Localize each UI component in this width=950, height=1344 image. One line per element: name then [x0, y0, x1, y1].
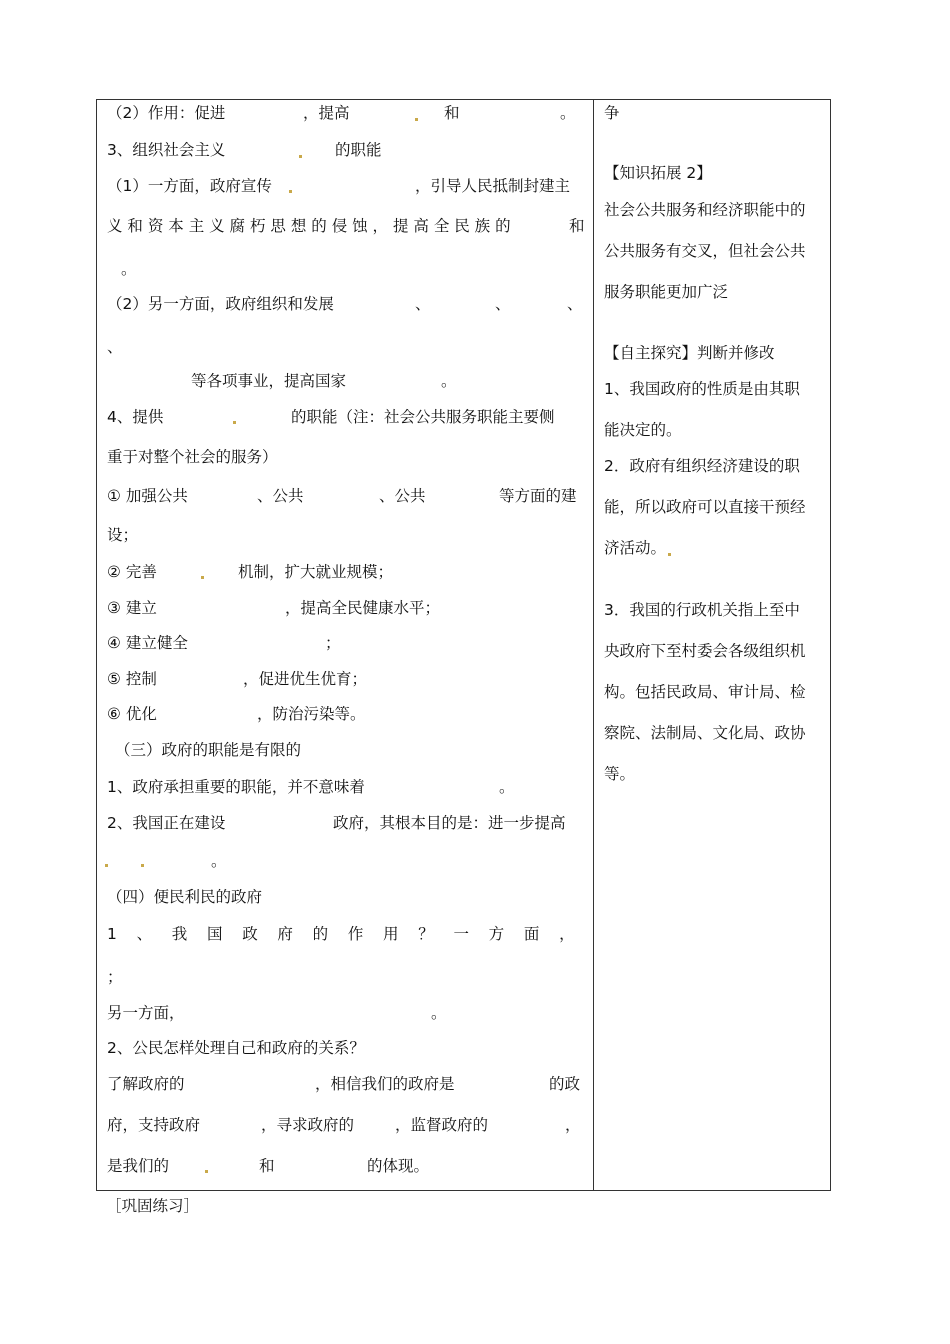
- left-text-37: 1、政府承担重要的职能，并不意味着: [107, 778, 365, 796]
- left-text-0: （2）作用：促进: [107, 104, 226, 122]
- right-text-0: 争: [604, 104, 620, 122]
- right-text-2: 社会公共服务和经济职能中的: [604, 201, 806, 219]
- left-text-50: 的政: [549, 1075, 581, 1093]
- left-text-16: 等各项事业，提高国家: [191, 372, 347, 390]
- left-text-20: 重于对整个社会的服务）: [107, 448, 278, 466]
- left-text-6: （1）一方面，政府宣传: [107, 177, 272, 195]
- left-text-42: （四）便民利民的政府: [107, 888, 263, 906]
- left-text-12: 、: [415, 295, 431, 313]
- scan-mark: [233, 421, 236, 424]
- right-text-14: 察院、法制局、文化局、政协: [604, 724, 806, 742]
- left-text-41: 。: [211, 852, 227, 870]
- column-divider: [593, 100, 594, 1190]
- left-text-31: ；: [325, 634, 341, 652]
- left-text-34: ⑥ 优化: [107, 705, 157, 723]
- left-text-15: 、: [107, 338, 123, 356]
- right-text-15: 等。: [604, 765, 636, 783]
- left-text-28: ③ 建立: [107, 599, 157, 617]
- left-text-25: 设；: [107, 526, 139, 544]
- right-text-3: 公共服务有交叉，但社会公共: [604, 242, 806, 260]
- left-text-1: ，提高: [303, 104, 350, 122]
- right-text-5: 【自主探究】判断并修改: [604, 344, 775, 362]
- left-text-44: ；: [107, 968, 123, 986]
- content-table: [96, 99, 831, 1191]
- left-text-57: 的体现。: [367, 1157, 430, 1175]
- scan-mark: [141, 864, 144, 867]
- footer-label: ［巩固练习］: [106, 1197, 200, 1215]
- right-text-9: 能，所以政府可以直接干预经: [604, 498, 806, 516]
- left-text-27: 机制，扩大就业规模；: [238, 563, 394, 581]
- scan-mark: [668, 553, 671, 556]
- left-text-35: ，防治污染等。: [257, 705, 366, 723]
- left-text-5: 的职能: [335, 141, 382, 159]
- left-text-36: （三）政府的职能是有限的: [115, 741, 302, 759]
- left-text-55: 是我们的: [107, 1157, 170, 1175]
- left-text-40: 政府，其根本目的是：进一步提高: [333, 814, 566, 832]
- right-text-4: 服务职能更加广泛: [604, 283, 729, 301]
- scan-mark: [289, 190, 292, 193]
- right-text-6: 1、我国政府的性质是由其职: [604, 380, 800, 398]
- right-text-11: 3．我国的行政机关指上至中: [604, 601, 800, 619]
- left-text-51: 府，支持政府: [107, 1116, 201, 1134]
- left-text-54: ，: [565, 1116, 581, 1134]
- left-text-17: 。: [441, 372, 457, 390]
- left-text-32: ⑤ 控制: [107, 670, 157, 688]
- left-text-11: （2）另一方面，政府组织和发展: [107, 295, 334, 313]
- left-text-24: 等方面的建: [499, 487, 577, 505]
- left-text-23: 、公共: [379, 487, 426, 505]
- scan-mark: [299, 155, 302, 158]
- left-text-14: 、: [567, 295, 583, 313]
- right-text-13: 构。包括民政局、审计局、检: [604, 683, 806, 701]
- left-text-43: 1 、 我 国 政 府 的 作 用 ？ 一 方 面 ，: [107, 925, 575, 943]
- left-text-49: ，相信我们的政府是: [315, 1075, 455, 1093]
- left-text-21: ① 加强公共: [107, 487, 188, 505]
- left-text-10: 。: [121, 260, 137, 278]
- left-text-33: ，促进优生优育；: [243, 670, 368, 688]
- right-text-7: 能决定的。: [604, 421, 682, 439]
- left-text-7: ，引导人民抵制封建主: [415, 177, 571, 195]
- scan-mark: [105, 864, 108, 867]
- right-text-8: 2．政府有组织经济建设的职: [604, 457, 800, 475]
- left-text-3: 。: [560, 104, 576, 122]
- left-text-47: 2、公民怎样处理自己和政府的关系？: [107, 1039, 365, 1057]
- left-text-53: ，监督政府的: [395, 1116, 489, 1134]
- left-text-9: 和: [569, 217, 585, 235]
- scan-mark: [205, 1170, 208, 1173]
- scan-mark: [201, 576, 204, 579]
- right-text-10: 济活动。: [604, 539, 667, 557]
- left-text-52: ，寻求政府的: [261, 1116, 355, 1134]
- left-text-19: 的职能（注：社会公共服务职能主要侧: [291, 408, 555, 426]
- right-text-1: 【知识拓展 2】: [604, 164, 712, 182]
- left-text-38: 。: [499, 778, 515, 796]
- scan-mark: [415, 118, 418, 121]
- left-text-30: ④ 建立健全: [107, 634, 188, 652]
- left-text-46: 。: [431, 1004, 447, 1022]
- left-text-39: 2、我国正在建设: [107, 814, 226, 832]
- left-text-48: 了解政府的: [107, 1075, 185, 1093]
- right-text-12: 央政府下至村委会各级组织机: [604, 642, 806, 660]
- left-text-22: 、公共: [257, 487, 304, 505]
- left-text-8: 义 和 资 本 主 义 腐 朽 思 想 的 侵 蚀 ， 提 高 全 民 族 的: [107, 217, 511, 235]
- left-text-29: ，提高全民健康水平；: [285, 599, 441, 617]
- left-text-4: 3、组织社会主义: [107, 141, 226, 159]
- left-text-13: 、: [495, 295, 511, 313]
- left-text-45: 另一方面，: [107, 1004, 185, 1022]
- left-text-56: 和: [259, 1157, 275, 1175]
- left-text-18: 4、提供: [107, 408, 164, 426]
- left-text-26: ② 完善: [107, 563, 157, 581]
- left-text-2: 和: [444, 104, 460, 122]
